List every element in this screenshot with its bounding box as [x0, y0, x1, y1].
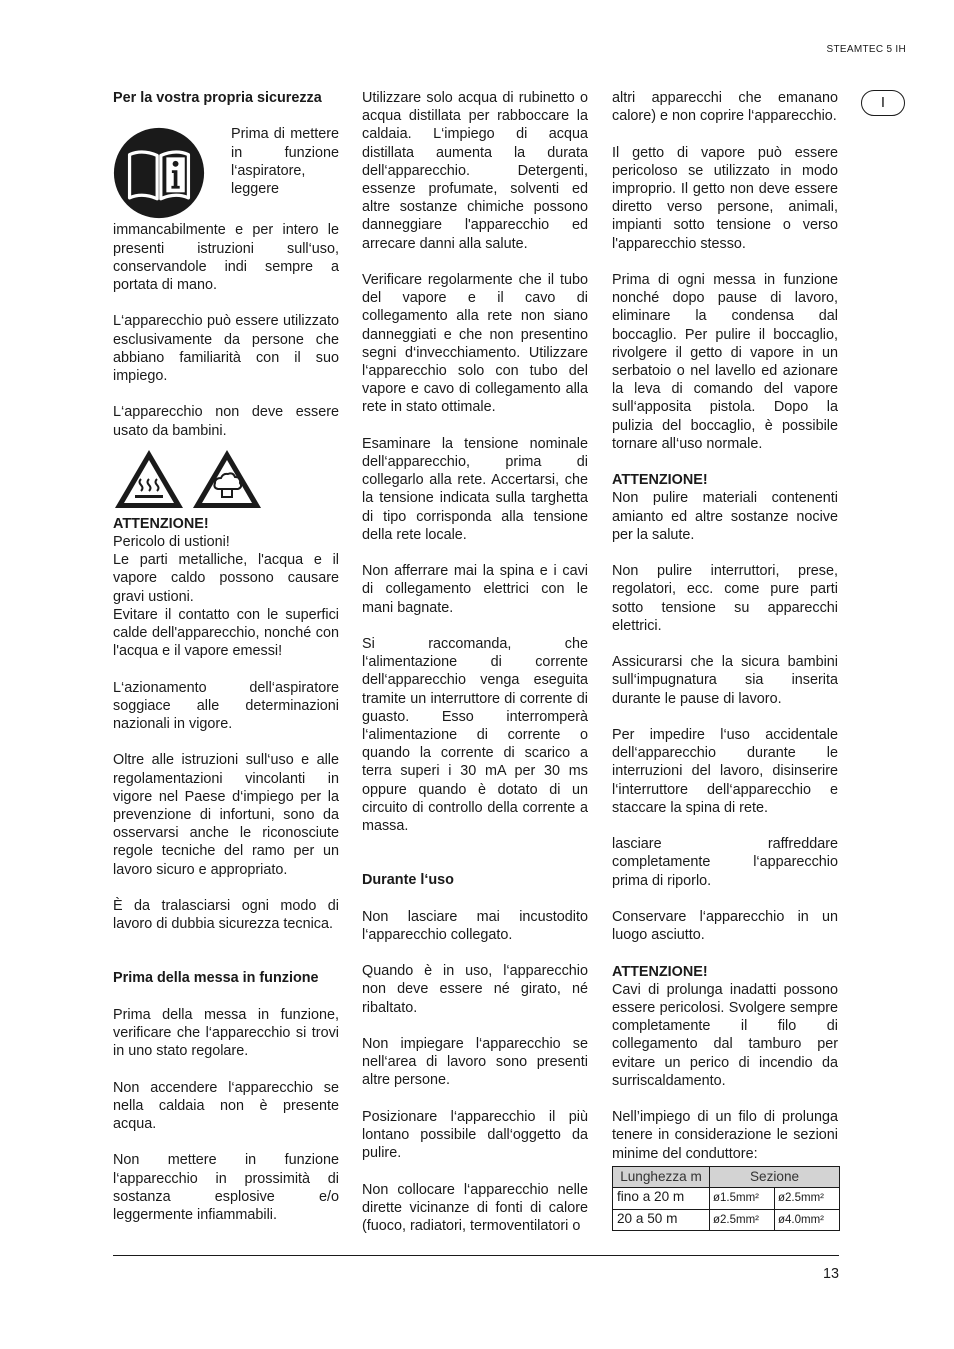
paragraph-children: L‘apparecchio non deve essere usato da bambini.: [113, 404, 339, 439]
table-cell-section-a: ø2.5mm²: [710, 1209, 775, 1231]
paragraph-turned: Quando è in uso, l‘apparecchio non deve essere né girato, né ribaltato.: [362, 963, 588, 1016]
column-1: [113, 89, 339, 1242]
heading-before-use: Prima della messa in funzione: [113, 970, 319, 987]
warning-extension: Cavi di prolunga inadatti possono essere pericolosi. Svolgere sempre completamente il filo di collegamento dal tamburo per evitare un perico di incendio da surriscaldamento.: [612, 981, 838, 1089]
column-3: [612, 89, 838, 1231]
language-badge: I: [861, 90, 905, 116]
warning-title: ATTENZIONE!: [113, 515, 209, 532]
heading-during-use: Durante l‘uso: [362, 872, 454, 889]
table-cell-section-b: ø2.5mm²: [775, 1188, 840, 1210]
warning-title-extension: ATTENZIONE!: [612, 963, 708, 980]
paragraph-tube: Verificare regolarmente che il tubo del vapore e il cavo di collegamento alla rete non siano danneggiati e che non presentino segni d‘invecchiamento. Utilizzare l‘apparecchio solo con tubo del vapore e cavo di collegamento alla rete in stato ottimale.: [362, 272, 588, 416]
paragraph-voltage: Esaminare la tensione nominale dell‘apparecchio, prima di collegarlo alla rete. Accertarsi, che la tensione indicata sulla targhetta di tipo corrisponda alla tensione della rete locale.: [362, 435, 588, 543]
paragraph-steam-jet: Il getto di vapore può essere pericoloso se utilizzato in modo improprio. Il getto non deve essere diretto verso persone, animali, impianti sotto tensione o verso l'apparecchio stesso.: [612, 144, 838, 252]
paragraph-switches: Non pulire interruttori, prese, regolatori, ecc. come pure parti sotto tensione su apparecchi elettrici.: [612, 563, 838, 634]
heading-safety: Per la vostra propria sicurezza: [113, 90, 322, 106]
table-cell-section-a: ø1.5mm²: [710, 1188, 775, 1210]
paragraph-continued: altri apparecchi che emanano calore) e non coprire l‘apparecchio.: [612, 90, 838, 125]
paragraph-national: L‘azionamento dell‘aspiratore soggiace alle determinazioni nazionali in vigore.: [113, 679, 339, 733]
page-number: 13: [822, 1266, 839, 1282]
paragraph-check: Prima della messa in funzione, verificare che l‘apparecchio si trovi in uno stato regolare.: [113, 1006, 339, 1060]
cable-section-table: [612, 1166, 840, 1232]
paragraph-unattended: Non lasciare mai incustodito l‘apparecchio collegato.: [362, 908, 588, 943]
paragraph-persons: L‘apparecchio può essere utilizzato esclusivamente da persone che abbiano familiarità con il suo impiego.: [113, 313, 339, 384]
paragraph-no-water: Non accendere l‘apparecchio se nella caldaia non è presente acqua.: [113, 1079, 339, 1133]
paragraph-extension: Nell’impiego di un filo di prolunga tenere in considerazione le sezioni minime del conduttore:: [612, 1109, 838, 1162]
paragraph-explosive: Non mettere in funzione l‘apparecchio in prossimità di sostanza esplosive e/o leggermente infiammabili.: [113, 1152, 339, 1224]
table-cell-length: fino a 20 m: [613, 1188, 710, 1210]
paragraph-rules: Oltre alle istruzioni sull‘uso e alle regolamentazioni vincolanti in vigore nel Paese d‘impiego per la prevenzione di infortuni, sono da osservarsi anche le riconosciute regole tecniche del ramo per un lavoro sicuro e appropriato.: [113, 752, 339, 878]
paragraph-intro: Prima di mettere in funzione l‘aspiratore, leggere immancabilmente e per intero le presenti istruzioni sull‘uso, conservandole indi sempre a portata di mano.: [113, 126, 339, 293]
warning-parts: Le parti metalliche, l'acqua e il vapore caldo possono causare gravi ustioni.: [113, 552, 339, 605]
table-header-section: Sezione: [710, 1166, 840, 1188]
info-manual-icon: [113, 127, 205, 219]
table-header-length: Lunghezza m: [613, 1166, 710, 1188]
table-row: [613, 1188, 840, 1210]
warning-icons: [113, 447, 339, 511]
warning-avoid: Evitare il contatto con le superfici calde dell'apparecchio, nonché con l'acqua e il vapore emessi!: [113, 606, 339, 660]
warning-asbestos: Non pulire materiali contenenti amianto ed altre sostanze nocive per la salute.: [612, 490, 838, 543]
document-header-title: STEAMTEC 5 IH: [826, 44, 906, 55]
table-header-row: [613, 1166, 840, 1188]
paragraph-breaker: Si raccomanda, che l‘alimentazione di corrente dell‘apparecchio venga eseguita tramite un interruttore di corrente di guasto. Esso interromperà l‘alimentazione di corrente o quando la corrente di scarico a terra superi i 30 mA per 30 ms oppure quando è dotato di un circuito di controllo della corrente a massa.: [362, 636, 588, 835]
table-row: [613, 1209, 840, 1231]
table-cell-length: 20 a 50 m: [613, 1209, 710, 1231]
column-2: [362, 89, 588, 1253]
paragraph-condensate: Prima di ogni messa in funzione nonché dopo pause di lavoro, eliminare la condensa dal boccaglio. Per pulire il boccaglio, rivolgere il getto di vapore in un serbatoio o nel lavello ed azionare la leva di comando del vapore sull‘apposita pistola. Dopo la pulizia del boccaglio, è possibile tornare all‘uso normale.: [612, 272, 838, 452]
paragraph-cool: lasciare raffreddare completamente l‘apparecchio prima di riporlo.: [612, 836, 838, 889]
warning-burn: Pericolo di ustioni!: [113, 534, 230, 550]
paragraph-dry: Conservare l‘apparecchio in un luogo asciutto.: [612, 909, 838, 944]
paragraph-persons: Non impiegare l‘apparecchio se nell‘area di lavoro sono presenti altre persone.: [362, 1036, 588, 1089]
paragraph-avoid: È da tralasciarsi ogni modo di lavoro di dubbia sicurezza tecnica.: [113, 898, 339, 933]
table-cell-section-b: ø4.0mm²: [775, 1209, 840, 1231]
paragraph-plug: Non afferrare mai la spina e i cavi di collegamento elettrici con le mani bagnate.: [362, 563, 588, 616]
paragraph-child-lock: Assicurarsi che la sicura bambini sull‘impugnatura sia inserita durante le pause di lavoro.: [612, 654, 838, 707]
warning-title-asbestos: ATTENZIONE!: [612, 472, 708, 489]
paragraph-position: Posizionare l‘apparecchio il più lontano possibile dall‘oggetto da pulire.: [362, 1108, 588, 1162]
hot-surface-warning-icon: [113, 447, 185, 511]
paragraph-heat: Non collocare l‘apparecchio nelle dirette vicinanze di fonti di calore (fuoco, radiatori, termoventilatori o: [362, 1181, 588, 1235]
footer-rule: [113, 1255, 839, 1256]
hot-steam-warning-icon: [191, 447, 263, 511]
paragraph-accidental: Per impedire l‘uso accidentale dell‘apparecchio durante le interruzioni del lavoro, disinserire l‘interruttore dell‘apparecchio e staccare la spina di rete.: [612, 727, 838, 816]
paragraph-water: Utilizzare solo acqua di rubinetto o acqua distillata per rabboccare la caldaia. L‘impiego di acqua distillata aumenta la durata dell‘apparecchio. Detergenti, essenze profumate, solventi ed altre sostanze chimiche possono danneggiare l'apparecchio ed arrecare danni alla salute.: [362, 90, 588, 252]
